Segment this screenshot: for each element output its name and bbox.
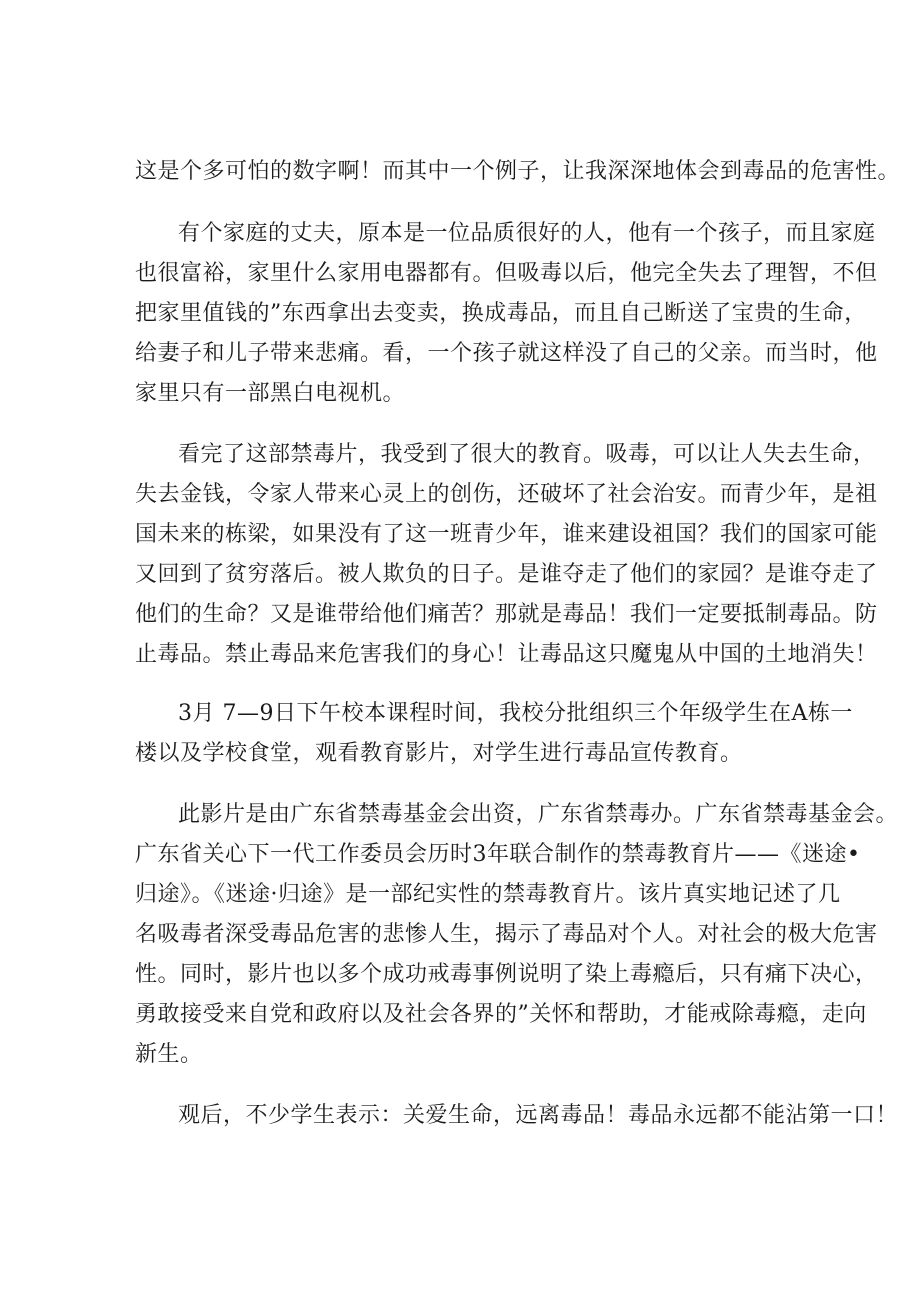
paragraph-4-line-2: 楼以及学校食堂，观看教育影片，对学生进行毒品宣传教育。 <box>135 741 743 766</box>
paragraph-2-line-3: 把家里值钱的”东西拿出去变卖，换成毒品，而且自己断送了宝贵的生命， <box>135 301 867 326</box>
paragraph-5-line-2: 广东省关心下一代工作委员会历时3年联合制作的禁毒教育片——《迷途• <box>135 842 861 867</box>
paragraph-2-line-2: 也很富裕，家里什么家用电器都有。但吸毒以后，他完全失去了理智，不但 <box>135 261 878 286</box>
paragraph-5-line-6: 勇敢接受来自党和政府以及社会各界的”关怀和帮助，才能戒除毒瘾，走向 <box>135 1002 867 1027</box>
paragraph-5-line-4: 名吸毒者深受毒品危害的悲惨人生，揭示了毒品对个人。对社会的极大危害 <box>135 922 878 947</box>
paragraph-3-line-3: 国未来的栋梁，如果没有了这一班青少年，谁来建设祖国？我们的国家可能 <box>135 522 878 547</box>
paragraph-5-line-1: 此影片是由广东省禁毒基金会出资，广东省禁毒办。广东省禁毒基金会。 <box>178 802 899 827</box>
paragraph-6-line-1: 观后，不少学生表示：关爱生命，远离毒品！毒品永远都不能沾第一口！ <box>178 1103 899 1128</box>
paragraph-1-line-1: 这是个多可怕的数字啊！而其中一个例子，让我深深地体会到毒品的危害性。 <box>135 159 901 184</box>
paragraph-5-line-7: 新生。 <box>135 1042 203 1067</box>
paragraph-3-line-4: 又回到了贫穷落后。被人欺负的日子。是谁夺走了他们的家园？是谁夺走了 <box>135 562 878 587</box>
paragraph-5-line-5: 性。同时，影片也以多个成功戒毒事例说明了染上毒瘾后，只有痛下决心， <box>135 962 878 987</box>
paragraph-4-line-1: 3月 7—9日下午校本课程时间，我校分批组织三个年级学生在A栋一 <box>178 701 853 726</box>
paragraph-3-line-2: 失去金钱，令家人带来心灵上的创伤，还破坏了社会治安。而青少年，是祖 <box>135 482 878 507</box>
paragraph-3-line-5: 他们的生命？又是谁带给他们痛苦？那就是毒品！我们一定要抵制毒品。防 <box>135 602 878 627</box>
paragraph-3-line-6: 止毒品。禁止毒品来危害我们的身心！让毒品这只魔鬼从中国的土地消失！ <box>135 642 878 667</box>
paragraph-5-line-3: 归途》。《迷途·归途》是一部纪实性的禁毒教育片。该片真实地记述了几 <box>135 882 841 907</box>
paragraph-2-line-5: 家里只有一部黑白电视机。 <box>135 381 406 406</box>
paragraph-2-line-4: 给妻子和儿子带来悲痛。看，一个孩子就这样没了自己的父亲。而当时，他 <box>135 341 878 366</box>
paragraph-2-line-1: 有个家庭的丈夫，原本是一位品质很好的人，他有一个孩子，而且家庭 <box>178 221 876 246</box>
paragraph-3-line-1: 看完了这部禁毒片，我受到了很大的教育。吸毒，可以让人失去生命， <box>178 442 876 467</box>
